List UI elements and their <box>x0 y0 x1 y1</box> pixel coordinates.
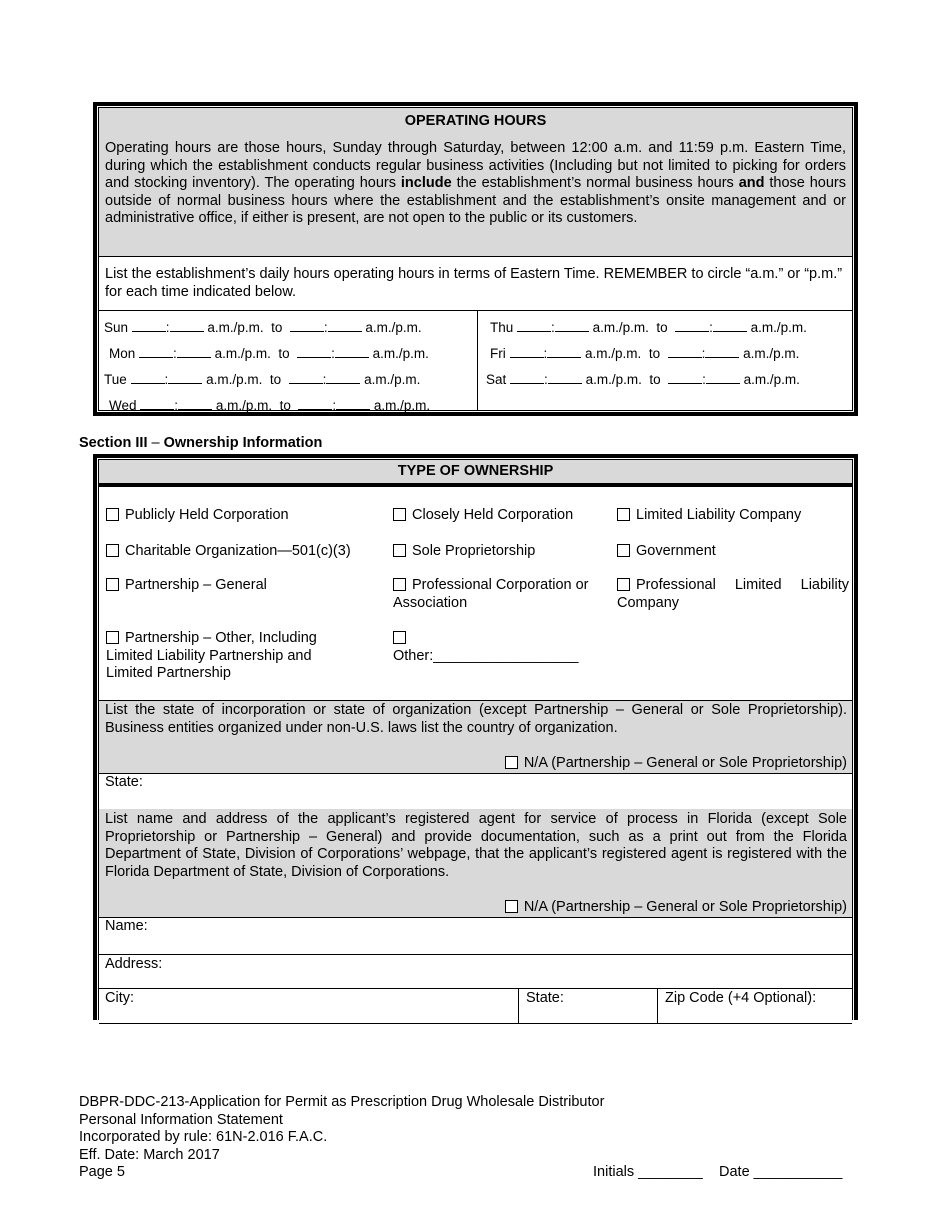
checkbox[interactable] <box>617 508 630 521</box>
operating-hours-definition <box>105 140 846 228</box>
state-label: State: <box>105 774 143 790</box>
address-field[interactable] <box>99 955 852 989</box>
city-field[interactable] <box>99 989 519 1023</box>
city-state-label: State: <box>526 990 564 1006</box>
ampm-close[interactable]: a.m./p.m. <box>364 372 421 387</box>
footer-form-id: DBPR-DDC-213-Application for Permit as Prescription Drug Wholesale Distributor <box>79 1094 605 1110</box>
section-label: Section III <box>79 435 148 451</box>
footer-form-title: Personal Information Statement <box>79 1111 283 1128</box>
divider <box>99 310 852 311</box>
day-label: Thu <box>490 320 514 335</box>
zip-label: Zip Code (+4 Optional): <box>665 990 817 1006</box>
hours-row-sun[interactable]: Sun : a.m./p.m. to : a.m./p.m. <box>104 320 422 335</box>
name-label: Name: <box>105 918 148 934</box>
ampm-open[interactable]: a.m./p.m. <box>207 320 264 335</box>
operating-hours-header <box>99 108 852 257</box>
city-label: City: <box>105 990 134 1006</box>
section-title: Ownership Information <box>163 435 323 451</box>
option-charitable[interactable]: Charitable Organization—501(c)(3) <box>106 543 351 559</box>
checkbox[interactable] <box>393 631 406 644</box>
agent-instructions-block <box>99 809 852 918</box>
ampm-open[interactable]: a.m./p.m. <box>214 346 271 361</box>
ampm-close[interactable]: a.m./p.m. <box>373 398 431 413</box>
day-label: Wed <box>109 398 137 413</box>
option-partnership-other[interactable]: Partnership – Other, Including Limited Liability Partnership and Limited Partnership <box>106 630 317 681</box>
ampm-close[interactable]: a.m./p.m. <box>743 372 800 387</box>
checkbox[interactable] <box>617 578 630 591</box>
checkbox[interactable] <box>393 578 406 591</box>
checkbox[interactable] <box>393 544 406 557</box>
zip-field[interactable] <box>658 989 852 1023</box>
definition-bold-include: include <box>400 175 452 191</box>
ampm-close[interactable]: a.m./p.m. <box>365 320 422 335</box>
ampm-open[interactable]: a.m./p.m. <box>215 398 273 413</box>
checkbox[interactable] <box>106 631 119 644</box>
day-label: Tue <box>104 372 127 387</box>
hours-row-sat[interactable]: Sat : a.m./p.m. to : a.m./p.m. <box>486 372 800 387</box>
day-label: Sat <box>486 372 507 387</box>
section-dash: – <box>147 435 164 451</box>
other-field[interactable]: Other:__________________ <box>393 647 579 664</box>
operating-hours-instructions: List the establishment’s daily hours operating hours in terms of Eastern Time. REMEMBER to circle “a.m.” or “p.m.” for each time indicated below. <box>105 266 843 300</box>
state-instructions-block <box>99 700 852 774</box>
checkbox[interactable] <box>106 544 119 557</box>
footer-page-number: Page 5 <box>79 1164 125 1180</box>
option-publicly-held[interactable]: Publicly Held Corporation <box>106 507 289 523</box>
column-divider <box>477 310 478 410</box>
ownership-table <box>93 454 858 1020</box>
ampm-open[interactable]: a.m./p.m. <box>206 372 263 387</box>
operating-hours-title: OPERATING HOURS <box>404 113 547 129</box>
footer <box>79 1094 604 1182</box>
state-instructions: List the state of incorporation or state of organization (except Partnership – General or Sole Proprietorship). Business entities organized under non-U.S. laws list the country of organization. <box>105 702 847 736</box>
footer-rule: Incorporated by rule: 61N-2.016 F.A.C. <box>79 1129 328 1145</box>
day-label: Fri <box>490 346 506 361</box>
address-label: Address: <box>105 956 163 972</box>
day-label: Mon <box>109 346 136 361</box>
name-field[interactable] <box>99 918 852 955</box>
checkbox[interactable] <box>505 756 518 769</box>
checkbox[interactable] <box>393 508 406 521</box>
checkbox[interactable] <box>617 544 630 557</box>
ampm-close[interactable]: a.m./p.m. <box>750 320 807 335</box>
ampm-open[interactable]: a.m./p.m. <box>585 372 642 387</box>
state-na-option[interactable]: N/A (Partnership – General or Sole Proprietorship) <box>505 755 847 771</box>
definition-bold-and: and <box>738 175 765 191</box>
day-label: Sun <box>104 320 129 335</box>
ampm-close[interactable]: a.m./p.m. <box>372 346 429 361</box>
option-closely-held[interactable]: Closely Held Corporation <box>393 507 573 523</box>
checkbox[interactable] <box>505 900 518 913</box>
ampm-open[interactable]: a.m./p.m. <box>585 346 642 361</box>
ownership-inner <box>98 459 853 1020</box>
ampm-open[interactable]: a.m./p.m. <box>592 320 649 335</box>
definition-text-3: those hours outside of normal business hours where the establishment and the establishment’s onsite management and or administrative office, if either is present, are not open to the public or its customers. <box>105 175 846 226</box>
agent-instructions: List name and address of the applicant’s registered agent for service of process in Florida (except Sole Proprietorship or Partnership – General) and provide documentation, such as a print out from the Florida Department of State, Division of Corporations’ webpage, that the applicant’s registered agent is registered with the Florida Department of State, Division of Corporations. <box>105 811 847 880</box>
checkbox[interactable] <box>106 508 119 521</box>
initials-field[interactable]: Initials ________ <box>593 1164 703 1180</box>
state-field[interactable] <box>99 773 852 810</box>
option-government[interactable]: Government <box>617 543 716 559</box>
operating-hours-inner <box>98 107 853 411</box>
section-heading <box>79 435 322 451</box>
option-partnership-general[interactable]: Partnership – General <box>106 577 267 593</box>
checkbox[interactable] <box>106 578 119 591</box>
hours-row-tue[interactable]: Tue : a.m./p.m. to : a.m./p.m. <box>104 372 421 387</box>
option-prof-corp[interactable]: Professional Corporation or Association <box>393 577 589 611</box>
hours-row-mon[interactable]: Mon : a.m./p.m. to : a.m./p.m. <box>109 346 429 361</box>
ownership-title: TYPE OF OWNERSHIP <box>99 460 852 483</box>
operating-hours-table <box>93 102 858 416</box>
option-pllc[interactable]: Professional Limited Liability Company <box>617 577 849 611</box>
option-sole-prop[interactable]: Sole Proprietorship <box>393 543 535 559</box>
city-state-field[interactable] <box>519 989 658 1023</box>
date-field[interactable]: Date ___________ <box>719 1164 843 1180</box>
definition-text-1: Operating hours are those hours, Sunday through Saturday, between 12:00 a.m. and 11:59 p.m. Eastern Time, during which the establishment conducts regular business activities (Including but not limited to picking for orders and stocking inventory). The operating hours <box>105 140 846 191</box>
hours-row-wed[interactable]: Wed : a.m./p.m. to : a.m./p.m. <box>109 398 431 413</box>
hours-row-thu[interactable]: Thu : a.m./p.m. to : a.m./p.m. <box>490 320 807 335</box>
ownership-title-rule <box>99 483 852 487</box>
footer-eff-date: Eff. Date: March 2017 <box>79 1146 220 1163</box>
agent-na-option[interactable]: N/A (Partnership – General or Sole Proprietorship) <box>505 899 847 915</box>
ownership-bottom-rule <box>99 1023 852 1024</box>
definition-text-2: the establishment’s normal business hours <box>451 175 739 191</box>
option-llc[interactable]: Limited Liability Company <box>617 507 801 523</box>
option-other[interactable] <box>393 630 613 665</box>
ampm-close[interactable]: a.m./p.m. <box>743 346 800 361</box>
hours-row-fri[interactable]: Fri : a.m./p.m. to : a.m./p.m. <box>490 346 800 361</box>
